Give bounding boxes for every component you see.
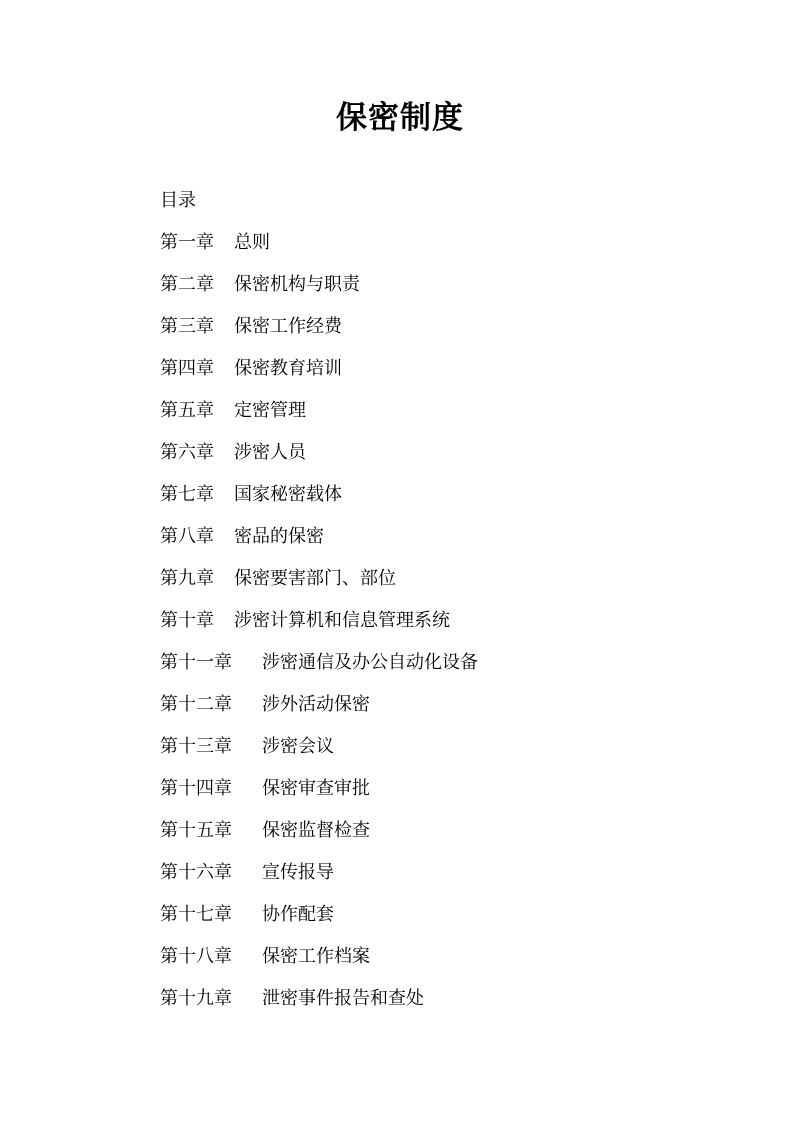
chapter-title: 保密要害部门、部位 xyxy=(234,568,396,589)
chapter-title: 涉密通信及办公自动化设备 xyxy=(262,652,478,673)
toc-item xyxy=(160,271,478,313)
chapter-number: 第十二章 xyxy=(160,694,232,715)
toc-item xyxy=(160,313,478,355)
toc-heading: 目录 xyxy=(160,190,196,211)
toc-item xyxy=(160,943,478,985)
chapter-title: 国家秘密载体 xyxy=(234,484,342,505)
toc-item xyxy=(160,775,478,817)
toc-item xyxy=(160,397,478,439)
toc-item xyxy=(160,859,478,901)
chapter-number: 第十一章 xyxy=(160,652,232,673)
toc-item xyxy=(160,733,478,775)
chapter-number: 第八章 xyxy=(160,526,214,547)
chapter-title: 宣传报导 xyxy=(262,862,334,883)
toc-item xyxy=(160,817,478,859)
chapter-number: 第一章 xyxy=(160,232,214,253)
chapter-title: 涉密人员 xyxy=(234,442,306,463)
chapter-number: 第三章 xyxy=(160,316,214,337)
chapter-title: 保密工作经费 xyxy=(234,316,342,337)
chapter-number: 第十四章 xyxy=(160,778,232,799)
chapter-number: 第四章 xyxy=(160,358,214,379)
chapter-number: 第十七章 xyxy=(160,904,232,925)
chapter-number: 第十八章 xyxy=(160,946,232,967)
toc-item xyxy=(160,439,478,481)
toc-item xyxy=(160,985,478,1027)
chapter-title: 密品的保密 xyxy=(234,526,324,547)
toc-item xyxy=(160,229,478,271)
chapter-title: 保密教育培训 xyxy=(234,358,342,379)
chapter-title: 保密审查审批 xyxy=(262,778,370,799)
table-of-contents xyxy=(160,229,478,1027)
chapter-number: 第十章 xyxy=(160,610,214,631)
toc-item xyxy=(160,691,478,733)
toc-item xyxy=(160,565,478,607)
chapter-title: 总则 xyxy=(234,232,270,253)
toc-item xyxy=(160,355,478,397)
toc-item xyxy=(160,901,478,943)
chapter-number: 第二章 xyxy=(160,274,214,295)
toc-item xyxy=(160,523,478,565)
chapter-title: 泄密事件报告和查处 xyxy=(262,988,424,1009)
chapter-title: 保密工作档案 xyxy=(262,946,370,967)
toc-item xyxy=(160,649,478,691)
chapter-number: 第九章 xyxy=(160,568,214,589)
chapter-number: 第十六章 xyxy=(160,862,232,883)
chapter-title: 保密监督检查 xyxy=(262,820,370,841)
chapter-title: 涉密计算机和信息管理系统 xyxy=(234,610,450,631)
chapter-title: 涉密会议 xyxy=(262,736,334,757)
chapter-number: 第五章 xyxy=(160,400,214,421)
chapter-title: 协作配套 xyxy=(262,904,334,925)
chapter-title: 保密机构与职责 xyxy=(234,274,360,295)
chapter-number: 第七章 xyxy=(160,484,214,505)
toc-item xyxy=(160,481,478,523)
chapter-number: 第十三章 xyxy=(160,736,232,757)
chapter-number: 第六章 xyxy=(160,442,214,463)
document-title: 保密制度 xyxy=(336,100,464,136)
toc-item xyxy=(160,607,478,649)
chapter-number: 第十九章 xyxy=(160,988,232,1009)
chapter-title: 涉外活动保密 xyxy=(262,694,370,715)
chapter-title: 定密管理 xyxy=(234,400,306,421)
chapter-number: 第十五章 xyxy=(160,820,232,841)
